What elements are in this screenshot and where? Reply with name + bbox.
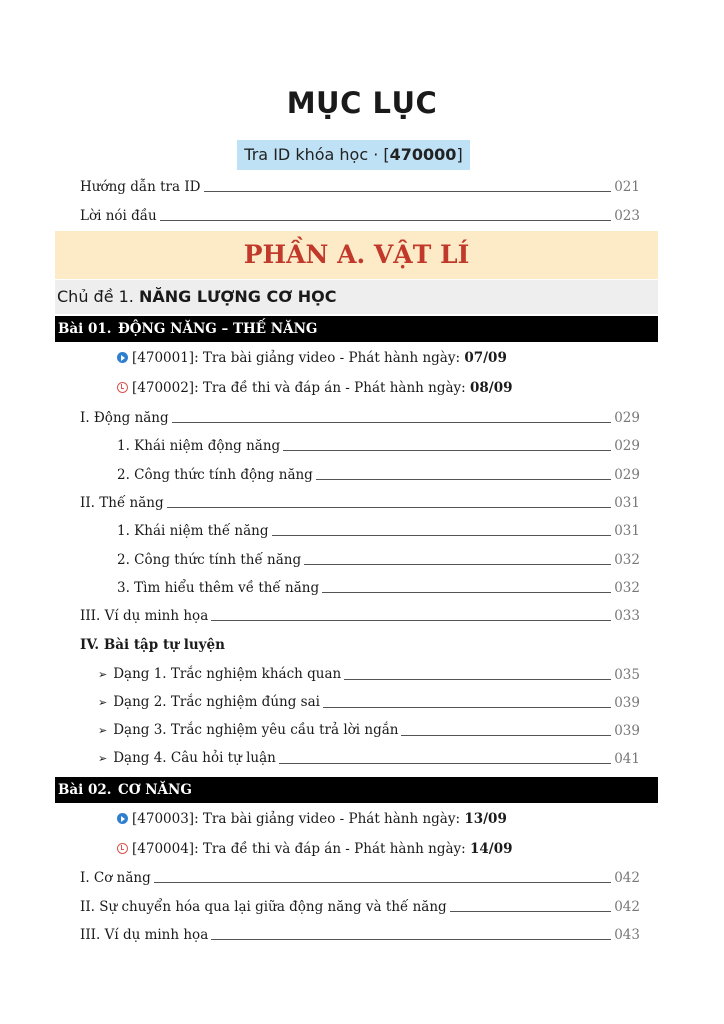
leader-line <box>283 450 611 451</box>
toc-entry[interactable] <box>98 665 640 685</box>
toc-entry-page: 032 <box>614 580 640 596</box>
leader-line <box>316 479 611 480</box>
link-text: : Tra đề thi và đáp án - Phát hành ngày: <box>194 380 470 396</box>
toc-entry-label: III. Ví dụ minh họa <box>80 608 209 624</box>
toc-entry[interactable] <box>117 465 640 485</box>
exercise-label: Dạng 3. Trắc nghiệm yêu cầu trả lời ngắn <box>113 722 399 738</box>
toc-entry[interactable] <box>80 206 640 226</box>
leader-line <box>160 220 611 221</box>
exam-lookup-link[interactable] <box>117 839 513 859</box>
toc-entry[interactable] <box>117 436 640 456</box>
lesson-title: ĐỘNG NĂNG – THẾ NĂNG <box>118 321 318 337</box>
leader-line <box>211 620 611 621</box>
leader-line <box>344 679 611 680</box>
topic-prefix: Chủ đề 1. <box>57 287 139 306</box>
arrow-bullet-icon: ➢ <box>98 724 108 737</box>
toc-entry-page: 043 <box>614 927 640 943</box>
arrow-bullet-icon: ➢ <box>98 752 108 765</box>
link-code: [470001] <box>132 350 195 366</box>
toc-entry[interactable] <box>117 550 640 570</box>
release-date: 13/09 <box>464 811 507 827</box>
leader-line <box>204 191 612 192</box>
course-id-label: Tra ID khóa học · <box>244 145 384 164</box>
toc-entry[interactable] <box>98 721 640 741</box>
link-code: [470004] <box>132 841 195 857</box>
toc-entry-label: Lời nói đầu <box>80 208 157 224</box>
arrow-bullet-icon: ➢ <box>98 696 108 709</box>
video-lookup-link[interactable] <box>117 348 507 368</box>
link-code: [470002] <box>132 380 195 396</box>
toc-entry-label: Hướng dẫn tra ID <box>80 179 201 195</box>
leader-line <box>450 911 612 912</box>
toc-entry-label: I. Cơ năng <box>80 870 151 886</box>
toc-entry-page: 042 <box>614 870 640 886</box>
toc-entry-label <box>98 748 276 769</box>
exercise-label: Dạng 4. Câu hỏi tự luận <box>113 750 276 766</box>
toc-entry-page: 039 <box>614 723 640 739</box>
lesson-heading <box>55 777 658 803</box>
toc-entry-label <box>98 692 320 713</box>
exercise-label: Dạng 2. Trắc nghiệm đúng sai <box>113 694 320 710</box>
lesson-number: Bài 01. <box>58 321 112 337</box>
leader-line <box>322 592 611 593</box>
toc-entry[interactable] <box>80 925 640 945</box>
leader-line <box>167 507 612 508</box>
link-text: : Tra bài giảng video - Phát hành ngày: <box>194 811 465 827</box>
course-id-value: 470000 <box>389 145 457 164</box>
leader-line <box>401 735 611 736</box>
release-date: 08/09 <box>469 380 513 396</box>
toc-entry-page: 039 <box>614 695 640 711</box>
link-code: [470003] <box>132 811 195 827</box>
course-id-box[interactable]: Tra ID khóa học · [470000] <box>237 140 470 170</box>
toc-entry-label <box>98 664 341 685</box>
toc-entry-page: 029 <box>614 410 640 426</box>
toc-entry[interactable] <box>80 897 640 917</box>
toc-entry-page: 021 <box>614 179 640 195</box>
toc-entry-label: 3. Tìm hiểu thêm về thế năng <box>117 580 320 596</box>
exam-lookup-link[interactable] <box>117 378 513 398</box>
page-title: MỤC LỤC <box>286 86 438 120</box>
toc-entry-page: 035 <box>614 667 640 683</box>
toc-entry[interactable] <box>98 749 640 769</box>
toc-entry-label: 2. Công thức tính thế năng <box>117 552 302 568</box>
toc-entry[interactable] <box>98 693 640 713</box>
release-date: 14/09 <box>469 841 513 857</box>
part-heading: PHẦN A. VẬT LÍ <box>55 231 658 279</box>
toc-entry-page: 029 <box>614 467 640 483</box>
toc-entry[interactable] <box>80 177 640 197</box>
topic-name: NĂNG LƯỢNG CƠ HỌC <box>138 287 337 306</box>
leader-line <box>323 707 611 708</box>
toc-entry-label: I. Động năng <box>80 410 169 426</box>
toc-entry-label: 1. Khái niệm động năng <box>117 438 281 454</box>
exercise-heading: IV. Bài tập tự luyện <box>80 637 225 653</box>
toc-entry-page: 031 <box>614 495 640 511</box>
arrow-bullet-icon: ➢ <box>98 668 108 681</box>
toc-entry[interactable] <box>80 606 640 626</box>
toc-entry-page: 032 <box>614 552 640 568</box>
lesson-number: Bài 02. <box>58 782 112 798</box>
toc-entry-page: 023 <box>614 208 640 224</box>
leader-line <box>279 763 611 764</box>
toc-entry-page: 042 <box>614 899 640 915</box>
toc-entry-page: 031 <box>614 523 640 539</box>
clock-icon <box>117 382 128 393</box>
topic-heading <box>55 280 658 314</box>
toc-entry-label <box>98 720 398 741</box>
toc-entry[interactable] <box>117 521 640 541</box>
link-text: : Tra đề thi và đáp án - Phát hành ngày: <box>194 841 470 857</box>
lesson-heading <box>55 316 658 342</box>
toc-entry-label: III. Ví dụ minh họa <box>80 927 209 943</box>
leader-line <box>172 422 612 423</box>
leader-line <box>304 564 611 565</box>
toc-entry-label: 2. Công thức tính động năng <box>117 467 313 483</box>
play-icon <box>117 352 128 363</box>
toc-entry-label: 1. Khái niệm thế năng <box>117 523 269 539</box>
lesson-title: CƠ NĂNG <box>118 782 192 798</box>
leader-line <box>272 535 612 536</box>
clock-icon <box>117 843 128 854</box>
leader-line <box>211 939 611 940</box>
video-lookup-link[interactable] <box>117 809 507 829</box>
toc-entry[interactable] <box>80 493 640 513</box>
toc-entry-page: 033 <box>614 608 640 624</box>
toc-entry-page: 041 <box>614 751 640 767</box>
toc-entry[interactable] <box>117 578 640 598</box>
release-date: 07/09 <box>464 350 507 366</box>
toc-entry-label: II. Sự chuyển hóa qua lại giữa động năng và thế năng <box>80 899 447 915</box>
exercise-label: Dạng 1. Trắc nghiệm khách quan <box>113 666 342 682</box>
toc-entry-page: 029 <box>614 438 640 454</box>
link-text: : Tra bài giảng video - Phát hành ngày: <box>194 350 465 366</box>
play-icon <box>117 813 128 824</box>
toc-entry[interactable] <box>80 408 640 428</box>
toc-entry[interactable] <box>80 868 640 888</box>
toc-entry-label: II. Thế năng <box>80 495 164 511</box>
leader-line <box>154 882 611 883</box>
